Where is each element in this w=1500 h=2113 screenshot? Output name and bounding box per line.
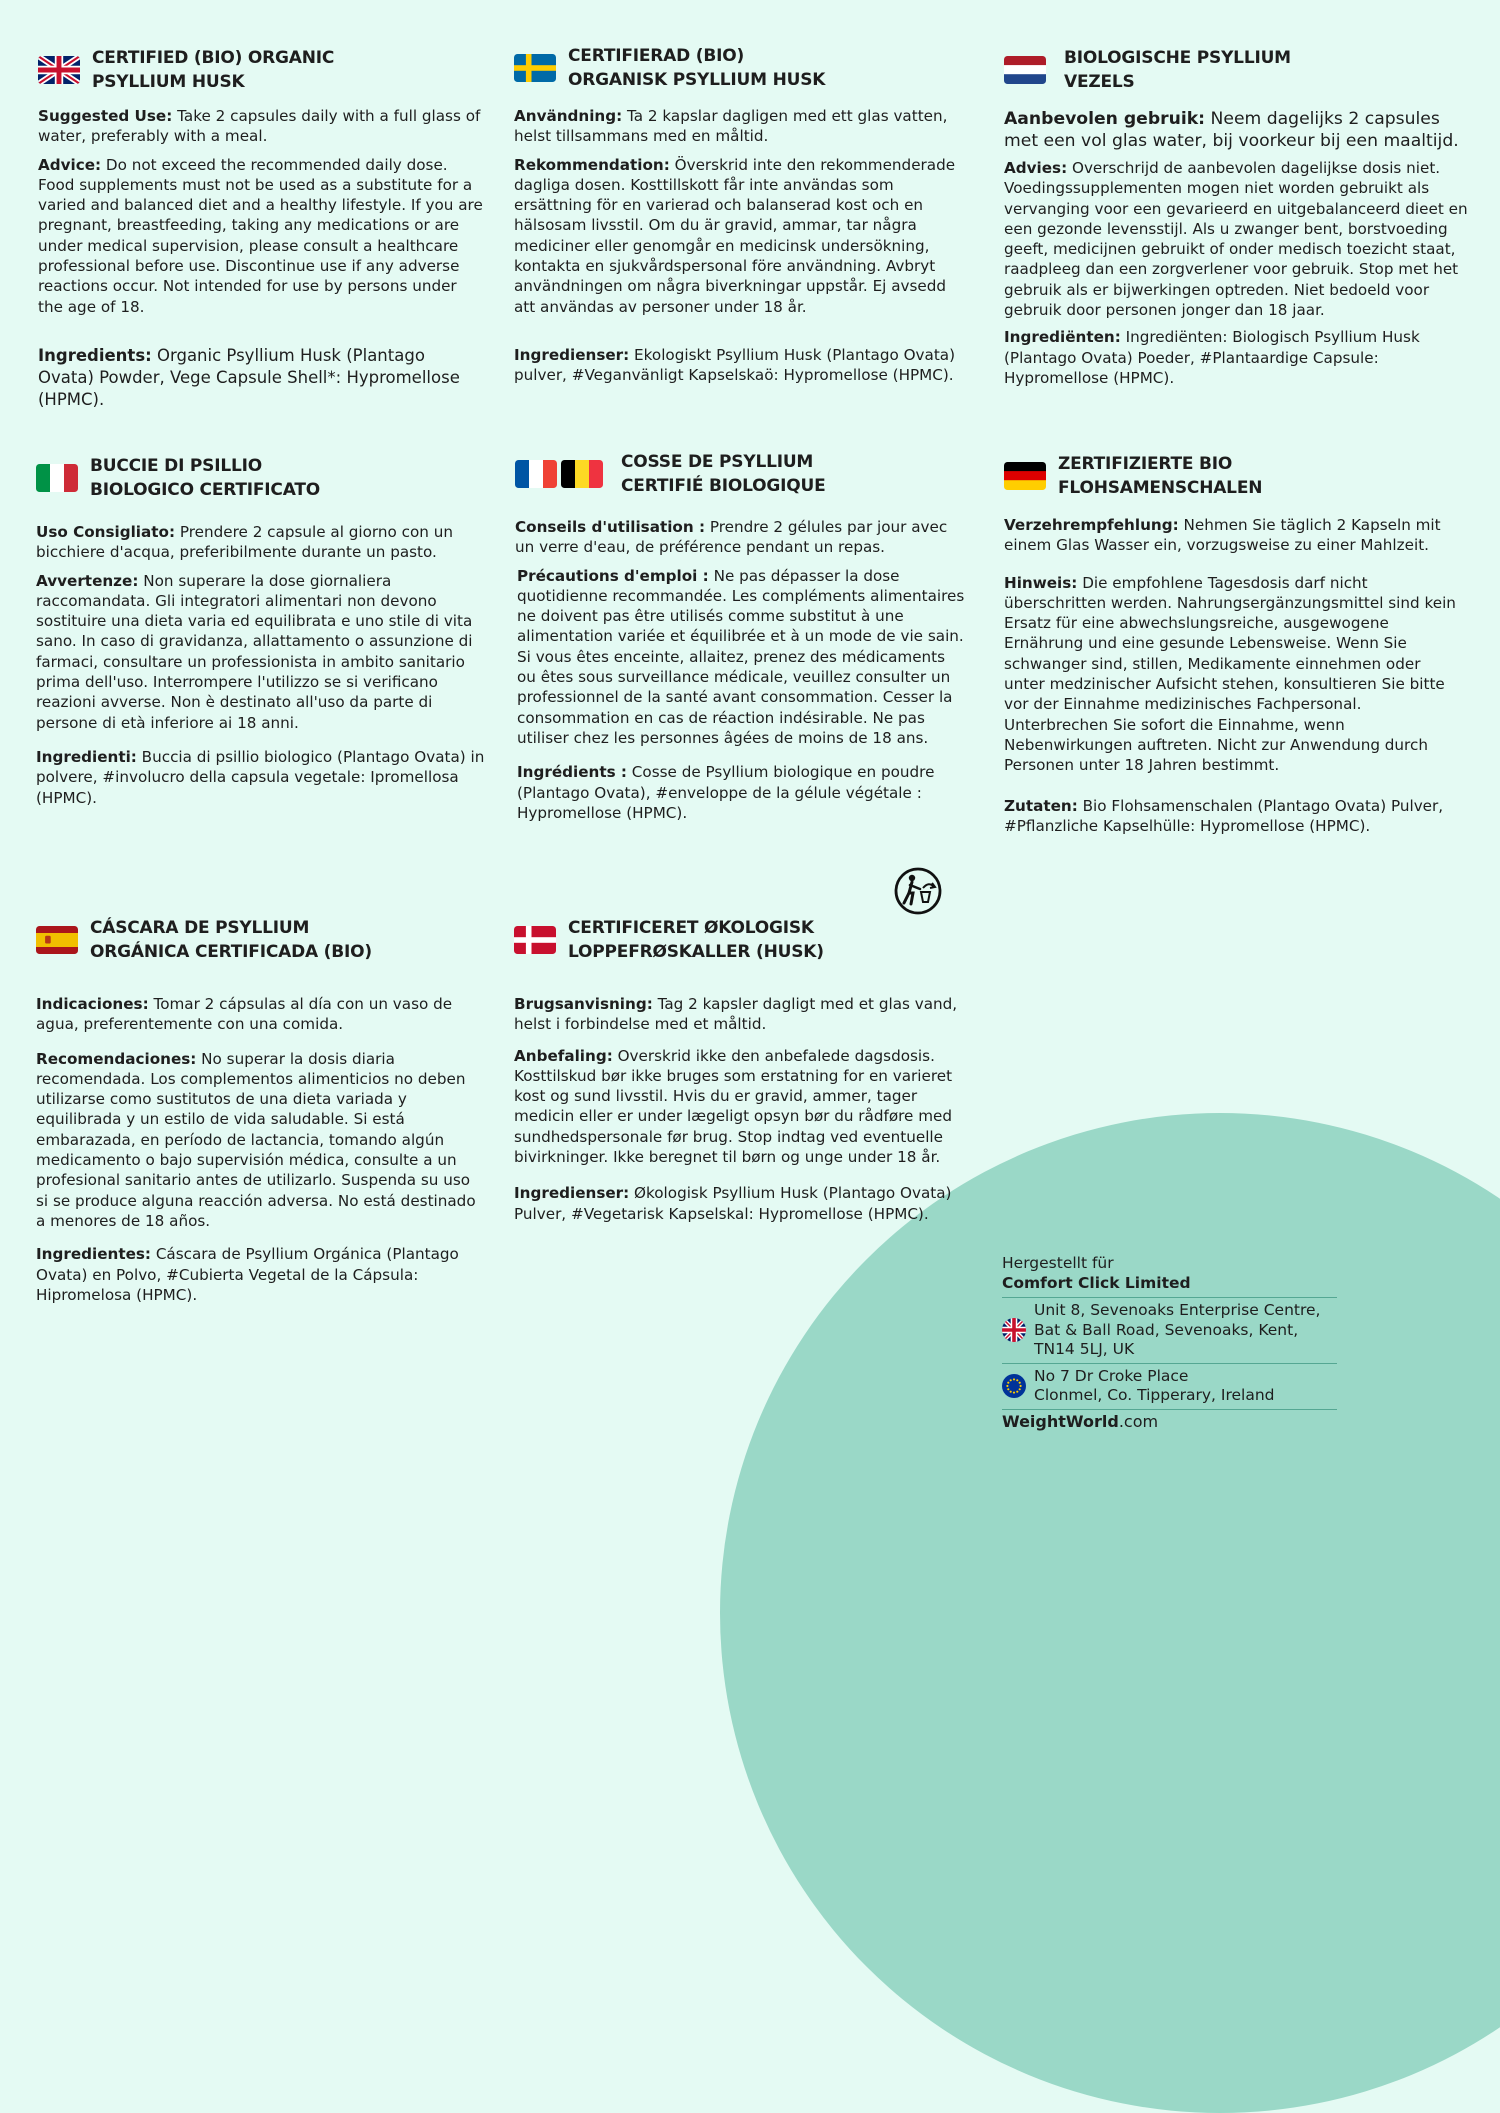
section-header bbox=[36, 916, 486, 964]
france-flag-icon bbox=[515, 460, 557, 488]
advice: Précautions d'emploi : Ne pas dépasser la dose quotidienne recommandée. Les compléments alimentaires ne doivent pas être utilisés comme substitut à une alimentation variée et équilibrée et à un mode de vie sain. Si vous êtes enceinte, allaitez, prenez des médicaments ou êtes sous surveillance médicale, veuillez consulter un professionnel de la santé avant consommation. Cesser la consommation en cas de réaction indésirable. Ne pas utiliser chez les personnes âgées de moins de 18 ans. bbox=[517, 566, 965, 747]
brand-website: WeightWorld.com bbox=[1002, 1409, 1337, 1432]
section-title: COSSE DE PSYLLIUM CERTIFIÉ BIOLOGIQUE bbox=[621, 452, 826, 496]
section-header bbox=[514, 916, 964, 964]
uk-address-row bbox=[1002, 1297, 1337, 1363]
section-title: CERTIFIED (BIO) ORGANIC PSYLLIUM HUSK bbox=[92, 48, 335, 92]
section-sv bbox=[514, 44, 964, 386]
section-nl bbox=[1004, 46, 1474, 388]
company-name: Comfort Click Limited bbox=[1002, 1273, 1191, 1292]
section-title: ZERTIFIZIERTE BIO FLOHSAMENSCHALEN bbox=[1058, 454, 1263, 498]
suggested-use: Suggested Use: Take 2 capsules daily with a full glass of water, preferably with a meal. bbox=[38, 107, 481, 146]
section-en bbox=[38, 46, 483, 411]
eu-address-row bbox=[1002, 1363, 1337, 1409]
advice: Advies: Overschrijd de aanbevolen dagelijkse dosis niet. Voedingssupplementen mogen niet worden gebruikt als vervanging voor een gevarieerd en uitgebalanceerd dieet en een gezonde levensstijl. Als u zwanger bent, borstvoeding geeft, medicijnen gebruikt of onder medisch toezicht staat, raadpleeg dan een zorgverlener voor gebruik. Stop met het gebruik als er bijwerkingen optreden. Niet bedoeld voor gebruik door personen jonger dan 18 jaar. bbox=[1004, 159, 1468, 320]
section-title: CÁSCARA DE PSYLLIUM ORGÁNICA CERTIFICADA (BIO) bbox=[90, 918, 372, 962]
advice: Recomendaciones: No superar la dosis diaria recomendada. Los complementos alimenticios no deben utilizarse como sustitutos de una dieta variada y equilibrada y un estilo de vida saludable. Si está embarazada, en período de lactancia, tomando algún medicamento o bajo supervisión médica, consulte a un profesional sanitario antes de utilizarlo. Suspenda su uso si se produce alguna reacción adversa. No está destinado a menores de 18 años. bbox=[36, 1049, 476, 1230]
suggested-use: Brugsanvisning: Tag 2 kapsler dagligt med et glas vand, helst i forbindelse med et måltid. bbox=[514, 995, 958, 1034]
advice: Rekommendation: Överskrid inte den rekommenderade dagliga dosen. Kosttillskott får inte användas som ersättning för en varierad och balanserad kost och en hälsosam livsstil. Om du är gravid, ammar, tar några mediciner eller genomgår en medicinsk undersökning, kontakta en sjukvårdspersonal före användning. Avbryt användningen om några biverkningar uppstår. Ej avsedd att användas av personer under 18 år. bbox=[514, 155, 956, 316]
section-da bbox=[514, 916, 964, 1224]
section-it bbox=[36, 454, 486, 808]
section-title: CERTIFICERET ØKOLOGISK LOPPEFRØSKALLER (HUSK) bbox=[568, 918, 824, 962]
suggested-use: Uso Consigliato: Prendere 2 capsule al giorno con un bicchiere d'acqua, preferibilmente durante un pasto. bbox=[36, 523, 453, 562]
uk-address: Unit 8, Sevenoaks Enterprise Centre, Bat & Ball Road, Sevenoaks, Kent, TN14 5LJ, UK bbox=[1034, 1301, 1321, 1358]
advice: Advice: Do not exceed the recommended daily dose. Food supplements must not be used as a substitute for a varied and balanced diet and a healthy lifestyle. If you are pregnant, breastfeeding, taking any medications or are under medical supervision, please consult a healthcare professional before use. Discontinue use if any adverse reactions occur. Not intended for use by persons under the age of 18. bbox=[38, 155, 483, 316]
ingredients: Ingrédients : Cosse de Psyllium biologique en poudre (Plantago Ovata), #enveloppe de la gélule végétale : Hypromellose (HPMC). bbox=[517, 763, 935, 822]
section-fr bbox=[515, 450, 965, 823]
section-header bbox=[38, 46, 483, 94]
made-for-label: Hergestellt für bbox=[1002, 1254, 1114, 1272]
ingredients: Zutaten: Bio Flohsamenschalen (Plantago Ovata) Pulver, #Pflanzliche Kapselhülle: Hypromellose (HPMC). bbox=[1004, 796, 1444, 835]
advice: Anbefaling: Overskrid ikke den anbefalede dagsdosis. Kosttilskud bør ikke bruges som erstatning for en varieret kost og sund livsstil. Hvis du er gravid, ammer, tager medicin eller er under lægeligt opsyn bør du rådføre med sundhedspersonale før brug. Stop indtag ved eventuelle bivirkninger. Ikke beregnet til børn og unge under 18 år. bbox=[514, 1046, 953, 1167]
ingredients: Ingrediënten: Ingrediënten: Biologisch Psyllium Husk (Plantago Ovata) Poeder, #Plantaardige Capsule: Hypromellose (HPMC). bbox=[1004, 328, 1420, 387]
spain-flag-icon bbox=[36, 926, 78, 954]
sweden-flag-icon bbox=[514, 54, 556, 82]
section-header bbox=[36, 454, 486, 502]
ingredients: Ingredientes: Cáscara de Psyllium Orgánica (Plantago Ovata) en Polvo, #Cubierta Vegetal de la Cápsula: Hipromelosa (HPMC). bbox=[36, 1245, 459, 1304]
germany-flag-icon bbox=[1004, 462, 1046, 490]
ingredients: Ingredienti: Buccia di psillio biologico (Plantago Ovata) in polvere, #involucro della capsula vegetale: Ipromellosa (HPMC). bbox=[36, 747, 485, 807]
suggested-use: Verzehrempfehlung: Nehmen Sie täglich 2 Kapseln mit einem Glas Wasser ein, vorzugsweise zu einer Mahlzeit. bbox=[1004, 516, 1441, 555]
belgium-flag-icon bbox=[561, 460, 603, 488]
section-header bbox=[515, 450, 965, 498]
italy-flag-icon bbox=[36, 464, 78, 492]
flag-group bbox=[515, 460, 603, 488]
advice: Avvertenze: Non superare la dose giornaliera raccomandata. Gli integratori alimentari non devono sostituire una dieta varia ed equilibrata e uno stile di vita sano. In caso di gravidanza, allattamento o assunzione di farmaci, consultare un professionista in ambito sanitario prima dell'uso. Interrompere l'utilizzo se si verificano reazioni avverse. Non è destinato all'uso da parte di persone di età inferiore ai 18 anni. bbox=[36, 571, 473, 732]
section-de bbox=[1004, 452, 1464, 836]
section-header bbox=[1004, 46, 1474, 94]
netherlands-flag-icon bbox=[1004, 56, 1046, 84]
section-header bbox=[514, 44, 964, 92]
eu-flag-icon bbox=[1002, 1374, 1026, 1398]
tidyman-recycle-icon bbox=[893, 866, 943, 916]
section-es bbox=[36, 916, 486, 1305]
uk-flag-icon bbox=[38, 56, 80, 84]
suggested-use: Aanbevolen gebruik: Neem dagelijks 2 capsules met een vol glas water, bij voorkeur bij een maaltijd. bbox=[1004, 109, 1459, 151]
ingredients: Ingredienser: Ekologiskt Psyllium Husk (Plantago Ovata) pulver, #Veganvänligt Kapselskaö: Hypromellose (HPMC). bbox=[514, 345, 956, 385]
section-header bbox=[1004, 452, 1464, 500]
manufacturer-info bbox=[1002, 1254, 1337, 1431]
uk-round-flag-icon bbox=[1002, 1318, 1026, 1342]
section-title: BIOLOGISCHE PSYLLIUM VEZELS bbox=[1064, 48, 1291, 92]
suggested-use: Användning: Ta 2 kapslar dagligen med ett glas vatten, helst tillsammans med en måltid. bbox=[514, 107, 948, 146]
ingredients: Ingredients: Organic Psyllium Husk (Plantago Ovata) Powder, Vege Capsule Shell*: Hypromellose (HPMC). bbox=[38, 345, 460, 409]
denmark-flag-icon bbox=[514, 926, 556, 954]
eu-address: No 7 Dr Croke Place Clonmel, Co. Tipperary, Ireland bbox=[1034, 1366, 1275, 1404]
ingredients: Ingredienser: Økologisk Psyllium Husk (Plantago Ovata) Pulver, #Vegetarisk Kapselskal: Hypromellose (HPMC). bbox=[514, 1184, 952, 1223]
section-title: CERTIFIERAD (BIO) ORGANISK PSYLLIUM HUSK bbox=[568, 46, 826, 90]
suggested-use: Indicaciones: Tomar 2 cápsulas al día con un vaso de agua, preferentemente con una comida. bbox=[36, 995, 453, 1034]
section-title: BUCCIE DI PSILLIO BIOLOGICO CERTIFICATO bbox=[90, 456, 320, 500]
advice: Hinweis: Die empfohlene Tagesdosis darf nicht überschritten werden. Nahrungsergänzungsmittel sind kein Ersatz für eine abwechslungsreiche, ausgewogene Ernährung und eine gesunde Lebensweise. Wenn Sie schwanger sind, stillen, Medikamente einnehmen oder unter medzinischer Aufsicht stehen, konsultieren Sie bitte vor der Einnahme medizinisches Fachpersonal. Unterbrechen Sie sofort die Einnahme, wenn Nebenwirkungen auftreten. Nicht zur Anwendung durch Personen unter 18 Jahren bestimmt. bbox=[1004, 573, 1456, 775]
suggested-use: Conseils d'utilisation : Prendre 2 gélules par jour avec un verre d'eau, de préférence pendant un repas. bbox=[515, 518, 948, 557]
